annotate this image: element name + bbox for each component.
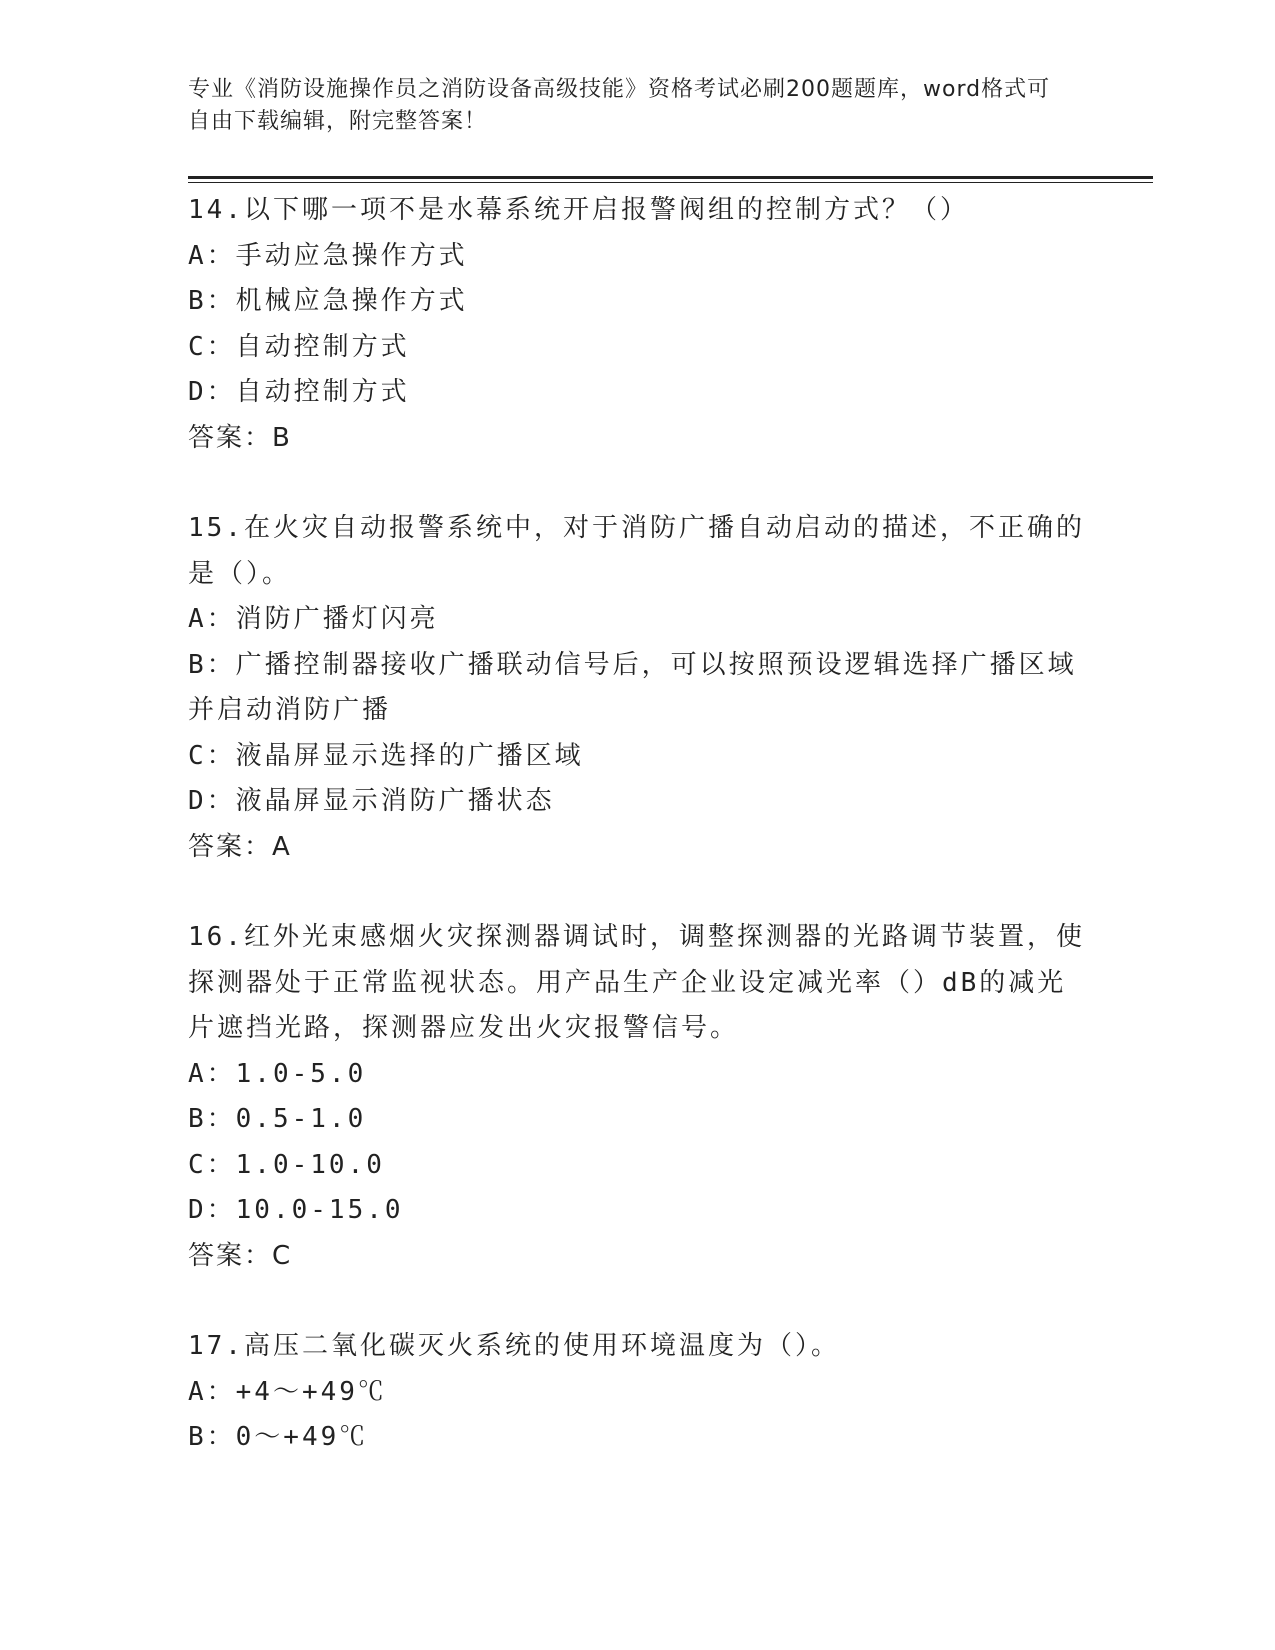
question-stem: 17.高压二氧化碳灭火系统的使用环境温度为（）。 bbox=[188, 1331, 840, 1361]
option-d: D：10.0-15.0 bbox=[188, 1195, 404, 1225]
option-c: C：液晶屏显示选择的广播区域 bbox=[188, 740, 584, 771]
question-stem: 15.在火灾自动报警系统中，对于消防广播自动启动的描述，不正确的是（）。 bbox=[188, 513, 1085, 589]
document-header: 专业《消防设施操作员之消防设备高级技能》资格考试必刷200题题库，word格式可自由下载编辑，附完整答案！ bbox=[188, 77, 1051, 134]
question-17 bbox=[188, 1324, 1088, 1461]
header-divider-thin bbox=[188, 182, 1153, 183]
question-stem: 16.红外光束感烟火灾探测器调试时，调整探测器的光路调节装置，使探测器处于正常监视状态。用产品生产企业设定减光率（）dB的减光片遮挡光路，探测器应发出火灾报警信号。 bbox=[188, 922, 1085, 1043]
answer: 答案：A bbox=[188, 831, 292, 862]
answer: 答案：C bbox=[188, 1240, 293, 1271]
question-14 bbox=[188, 188, 1088, 461]
question-list bbox=[188, 188, 1088, 1461]
answer: 答案：B bbox=[188, 422, 292, 453]
header-divider-thick bbox=[188, 176, 1153, 179]
question-15 bbox=[188, 506, 1088, 870]
question-stem: 14.以下哪一项不是水幕系统开启报警阀组的控制方式？（） bbox=[188, 195, 969, 225]
option-c: C：1.0-10.0 bbox=[188, 1149, 385, 1180]
question-16 bbox=[188, 915, 1088, 1279]
option-a: A：手动应急操作方式 bbox=[188, 240, 468, 271]
option-a: A：1.0-5.0 bbox=[188, 1058, 367, 1089]
option-d: D：自动控制方式 bbox=[188, 377, 410, 407]
option-b: B：0.5-1.0 bbox=[188, 1104, 367, 1134]
option-a: A：+4～+49℃ bbox=[188, 1376, 387, 1407]
option-d: D：液晶屏显示消防广播状态 bbox=[188, 786, 555, 816]
option-b: B：0～+49℃ bbox=[188, 1422, 369, 1452]
option-b: B：机械应急操作方式 bbox=[188, 286, 468, 316]
option-a: A：消防广播灯闪亮 bbox=[188, 604, 439, 634]
option-c: C：自动控制方式 bbox=[188, 331, 410, 362]
option-b: B：广播控制器接收广播联动信号后，可以按照预设逻辑选择广播区域并启动消防广播 bbox=[188, 649, 1077, 725]
